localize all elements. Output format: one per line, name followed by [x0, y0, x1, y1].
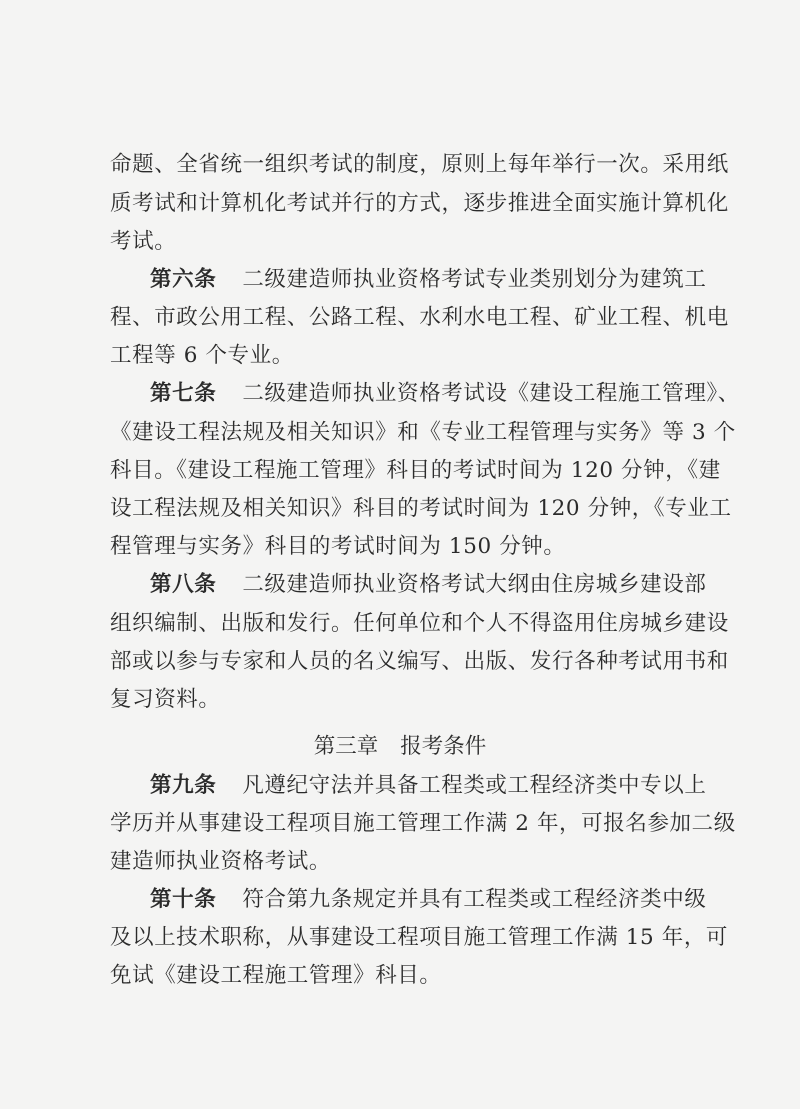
text-line: 建造师执业资格考试。 — [110, 849, 332, 874]
text-fragment: 凡遵纪守法并具备工程类或工程经济类中专以上 — [242, 773, 707, 798]
article-9-label: 第九条 — [150, 773, 217, 798]
article-8-first-line — [150, 565, 706, 605]
text-fragment: 二级建造师执业资格考试专业类别划分为建筑工 — [242, 267, 707, 292]
text-line: 科目。《建设工程施工管理》科目的考试时间为 120 分钟，《建 — [110, 458, 721, 483]
text-line: 《建设工程法规及相关知识》和《专业工程管理与实务》等 3 个 — [110, 420, 736, 445]
text-line: 命题、全省统一组织考试的制度，原则上每年举行一次。采用纸 — [110, 152, 729, 177]
chapter-number: 第三章 — [313, 734, 379, 759]
text-line: 部或以参与专家和人员的名义编写、出版、发行各种考试用书和 — [110, 649, 729, 674]
text-line: 工程等 6 个专业。 — [110, 343, 294, 368]
text-fragment: 二级建造师执业资格考试设《建设工程施工管理》、 — [242, 381, 740, 406]
text-fragment: 符合第九条规定并具有工程类或工程经济类中级 — [242, 887, 707, 912]
article-6-label: 第六条 — [150, 267, 217, 292]
text-line: 质考试和计算机化考试并行的方式，逐步推进全面实施计算机化 — [110, 191, 729, 216]
text-line: 学历并从事建设工程项目施工管理工作满 2 年，可报名参加二级 — [110, 811, 736, 836]
text-line: 程管理与实务》科目的考试时间为 150 分钟。 — [110, 534, 566, 559]
text-line: 程、市政公用工程、公路工程、水利水电工程、矿业工程、机电 — [110, 305, 729, 330]
article-10-label: 第十条 — [150, 887, 217, 912]
text-line: 考试。 — [110, 229, 177, 254]
article-7-first-line — [150, 374, 740, 414]
article-6-first-line — [150, 260, 706, 300]
text-fragment: 二级建造师执业资格考试大纲由住房城乡建设部 — [242, 572, 707, 597]
text-line: 免试《建设工程施工管理》科目。 — [110, 963, 442, 988]
text-line: 设工程法规及相关知识》科目的考试时间为 120 分钟，《专业工 — [110, 496, 732, 521]
text-line: 复习资料。 — [110, 687, 221, 712]
article-9-first-line — [150, 766, 706, 806]
chapter-heading — [0, 727, 800, 767]
chapter-title: 报考条件 — [400, 734, 487, 759]
article-8-label: 第八条 — [150, 572, 217, 597]
article-10-first-line — [150, 880, 706, 920]
article-7-label: 第七条 — [150, 381, 217, 406]
text-line: 组织编制、出版和发行。任何单位和个人不得盗用住房城乡建设 — [110, 611, 729, 636]
text-line: 及以上技术职称，从事建设工程项目施工管理工作满 15 年，可 — [110, 925, 729, 950]
